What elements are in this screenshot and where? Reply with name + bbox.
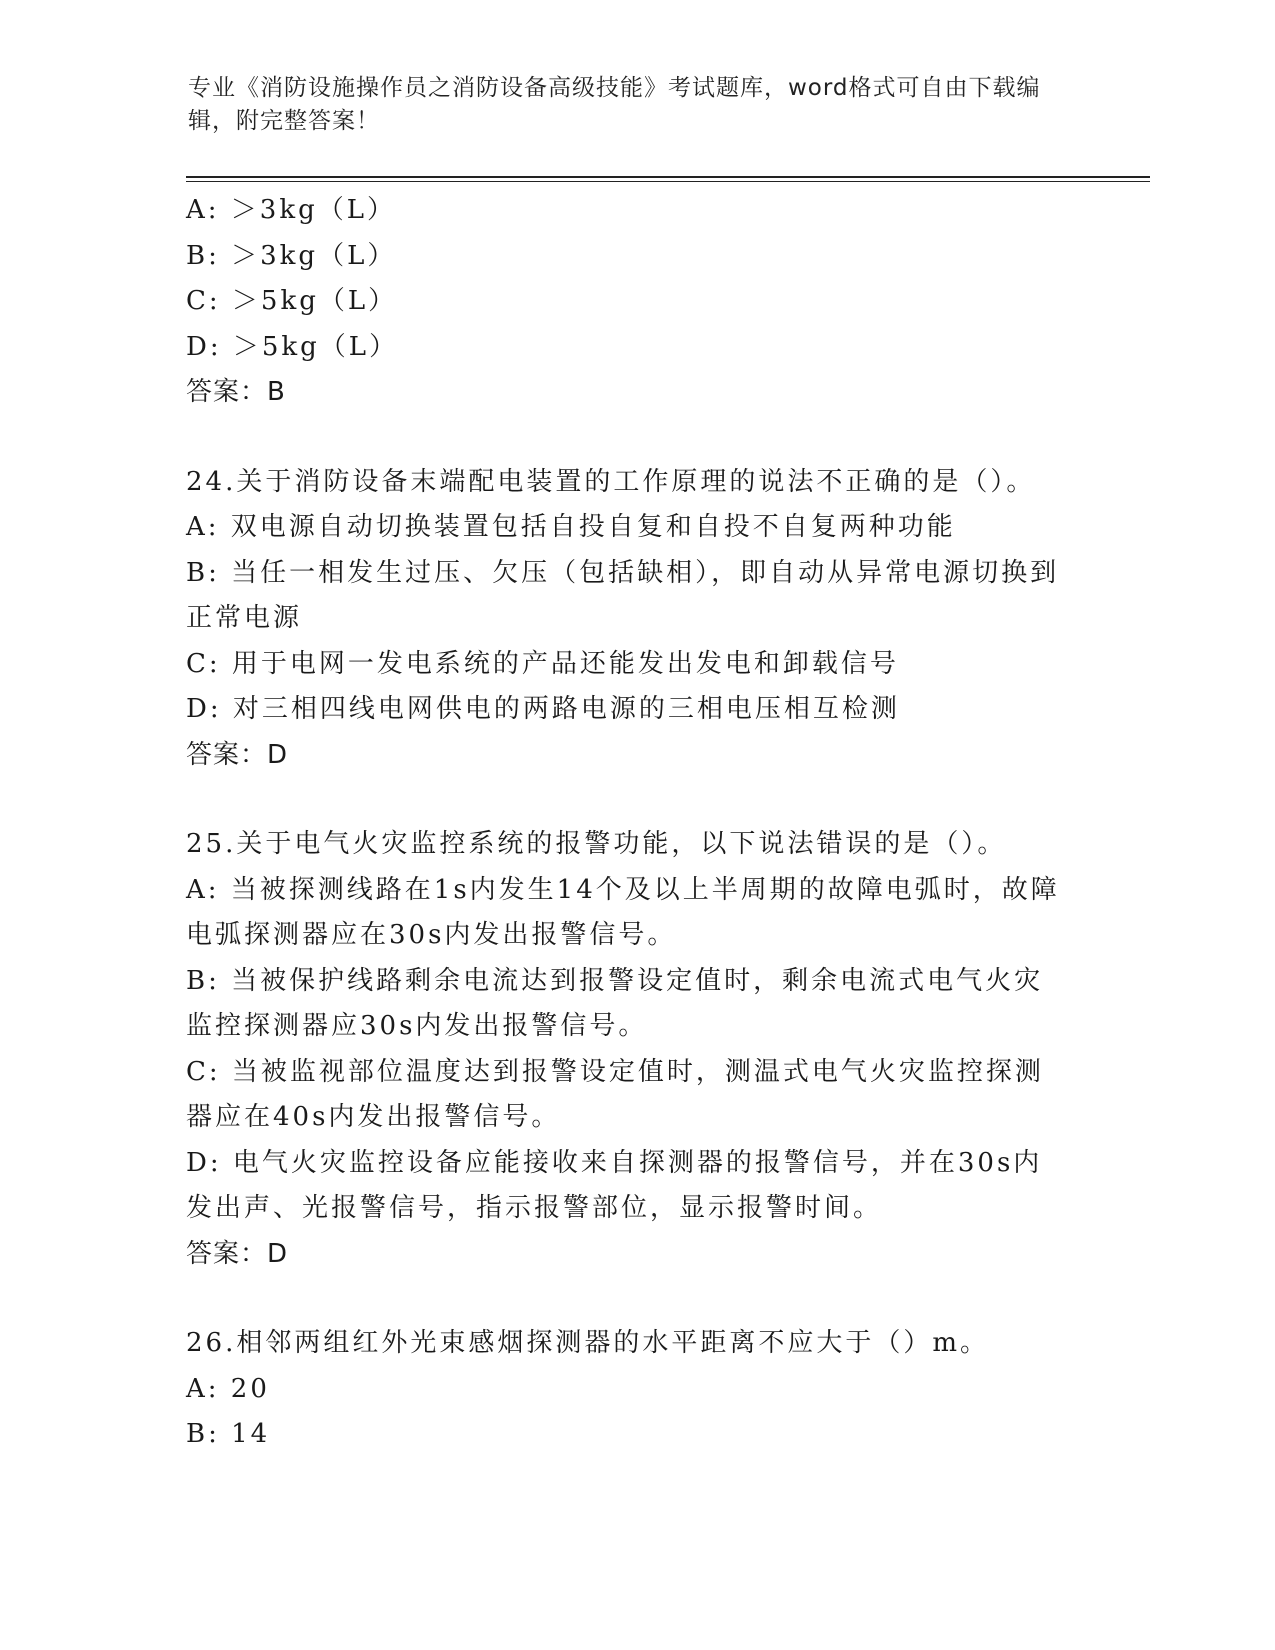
question-23-block — [186, 188, 1066, 416]
option-d: D: 电气火灾监控设备应能接收来自探测器的报警信号，并在30s内发出声、光报警信号，指示报警部位，显示报警时间。 — [186, 1147, 1043, 1223]
question-24-block — [186, 460, 1066, 779]
header-divider-bottom — [186, 181, 1150, 182]
question-25-block — [186, 822, 1066, 1277]
option-a: A: 20 — [186, 1373, 270, 1404]
option-c: C: 用于电网一发电系统的产品还能发出发电和卸载信号 — [186, 648, 899, 679]
option-d: D: ＞5kg（L） — [186, 331, 399, 362]
question-stem: 25.关于电气火灾监控系统的报警功能，以下说法错误的是（）。 — [186, 829, 1007, 859]
answer: 答案：B — [186, 377, 286, 407]
option-c: C: ＞5kg（L） — [186, 286, 398, 316]
option-a: A: ＞3kg（L） — [186, 195, 397, 225]
answer: 答案：D — [186, 1238, 289, 1269]
header-divider-top — [186, 176, 1150, 178]
question-content — [186, 188, 1066, 1458]
option-a: A: 双电源自动切换装置包括自投自复和自投不自复两种功能 — [186, 512, 956, 542]
question-stem: 24.关于消防设备末端配电装置的工作原理的说法不正确的是（）。 — [186, 466, 1036, 497]
question-26-block — [186, 1321, 1066, 1458]
question-stem: 26.相邻两组红外光束感烟探测器的水平距离不应大于（）m。 — [186, 1328, 990, 1358]
option-b: B: 14 — [186, 1419, 271, 1449]
option-b: B: 当任一相发生过压、欠压（包括缺相），即自动从异常电源切换到正常电源 — [186, 557, 1060, 633]
answer: 答案：D — [186, 739, 289, 770]
option-c: C: 当被监视部位温度达到报警设定值时，测温式电气火灾监控探测器应在40s内发出报警信号。 — [186, 1056, 1044, 1132]
option-b: B: 当被保护线路剩余电流达到报警设定值时，剩余电流式电气火灾监控探测器应30s内发出报警信号。 — [186, 965, 1044, 1041]
document-header: 专业《消防设施操作员之消防设备高级技能》考试题库，word格式可自由下载编辑，附完整答案！ — [188, 75, 1041, 134]
option-b: B: ＞3kg（L） — [186, 240, 397, 271]
option-d: D: 对三相四线电网供电的两路电源的三相电压相互检测 — [186, 694, 900, 724]
option-a: A: 当被探测线路在1s内发生14个及以上半周期的故障电弧时，故障电弧探测器应在30s内发出报警信号。 — [186, 874, 1060, 950]
